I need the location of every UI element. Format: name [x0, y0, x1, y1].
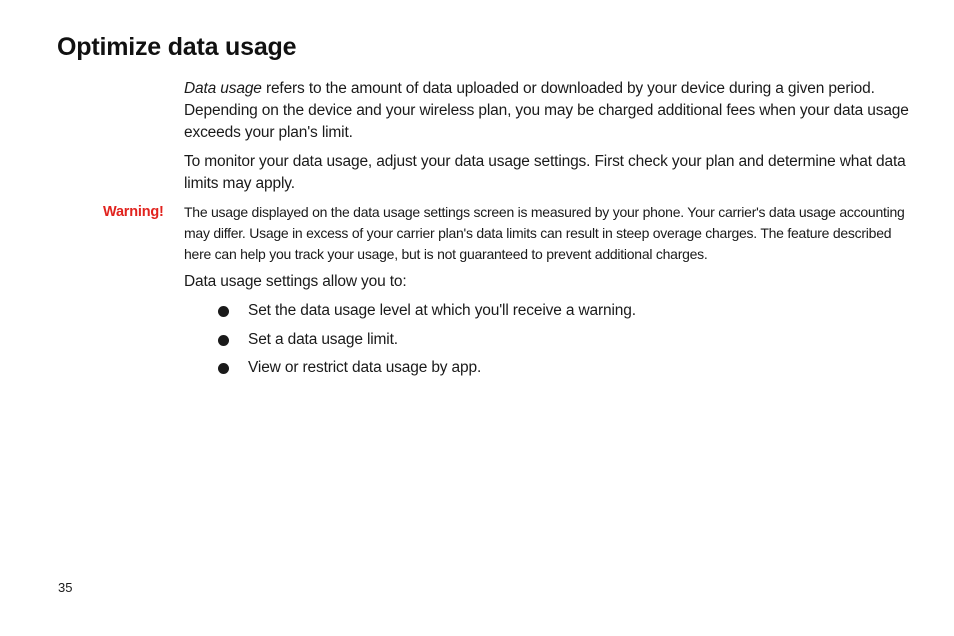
data-usage-term: Data usage [184, 80, 262, 97]
intro-text: refers to the amount of data uploaded or downloaded by your device during a given period. Depending on the device and your wireless plan, you may be charged additional fees when your data usage exceeds your plan's limit. [184, 80, 909, 141]
list-item [184, 300, 914, 322]
warning-label: Warning! [103, 204, 164, 220]
warning-text: The usage displayed on the data usage settings screen is measured by your phone. Your carrier's data usage accounting may differ. Usage in excess of your carrier plan's data limits can result in steep overage charges. The feature described here can help you track your usage, but is not guaranteed to prevent additional charges. [184, 204, 905, 262]
settings-list [184, 300, 914, 379]
list-item-text: Set the data usage level at which you'll receive a warning. [248, 302, 636, 319]
settings-intro: Data usage settings allow you to: [184, 273, 407, 290]
bullet-icon [218, 306, 229, 317]
intro-paragraph [184, 78, 914, 144]
list-item [184, 357, 914, 379]
bullet-icon [218, 363, 229, 374]
list-item [184, 329, 914, 351]
list-item-text: View or restrict data usage by app. [248, 359, 482, 376]
list-item-text: Set a data usage limit. [248, 330, 398, 348]
bullet-icon [218, 335, 229, 346]
warning-block [103, 202, 914, 265]
monitor-paragraph: To monitor your data usage, adjust your data usage settings. First check your plan and determine what data limits may apply. [184, 153, 906, 192]
page-title: Optimize data usage [57, 33, 297, 61]
page-number: 35 [58, 580, 73, 595]
content-body [103, 78, 914, 386]
